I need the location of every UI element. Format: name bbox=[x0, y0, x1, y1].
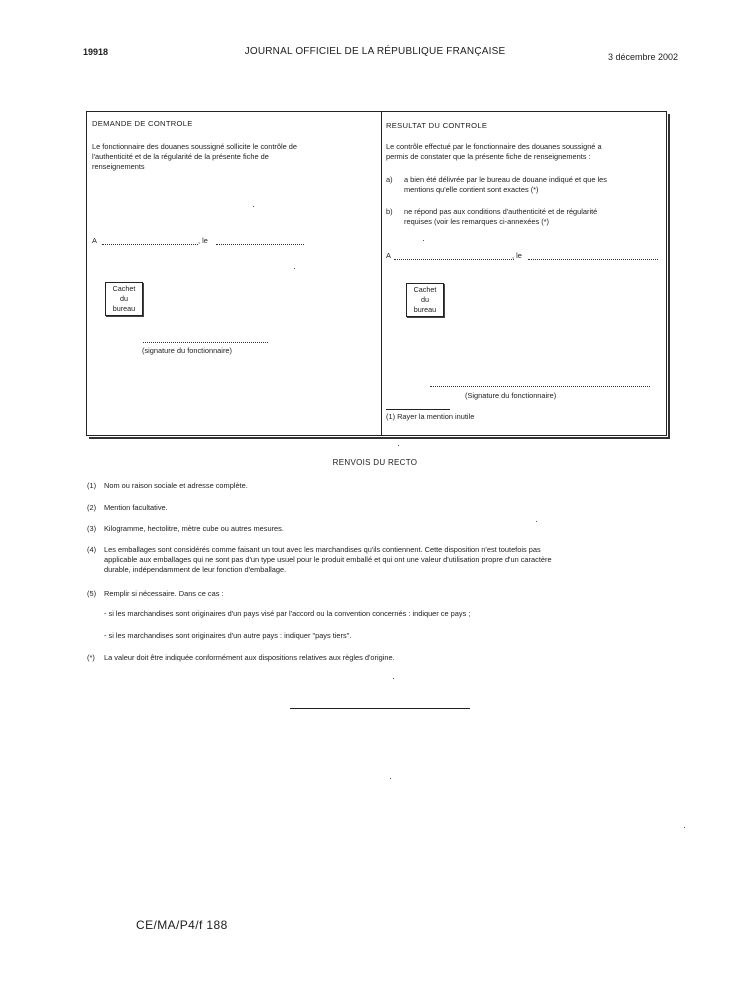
result-paragraph-line: permis de constater que la présente fiche de renseignements : bbox=[386, 152, 591, 161]
note-line: applicable aux emballages qui ne sont pas d'un type usuel pour le produit emballé et qui ont une valeur d'utilisation propre d'un caractère bbox=[104, 555, 552, 564]
result-date-prefix: , le bbox=[512, 251, 522, 260]
note-line: Nom ou raison sociale et adresse complète. bbox=[104, 481, 248, 490]
section-separator bbox=[290, 708, 470, 709]
result-paragraph bbox=[386, 142, 662, 162]
request-place-field[interactable] bbox=[102, 244, 198, 245]
request-paragraph-line: renseignements bbox=[92, 162, 145, 171]
request-signature-label: (signature du fonctionnaire) bbox=[142, 346, 232, 355]
stamp-line: bureau bbox=[112, 304, 136, 313]
note-line: Remplir si nécessaire. Dans ce cas : bbox=[104, 589, 224, 598]
scan-speck bbox=[253, 206, 254, 207]
option-a-marker: a) bbox=[386, 175, 393, 184]
note-marker: (3) bbox=[87, 524, 97, 533]
note-line: - si les marchandises sont originaires d'un autre pays : indiquer "pays tiers". bbox=[104, 631, 352, 640]
option-b-line: ne répond pas aux conditions d'authenticité et de régularité bbox=[404, 207, 598, 216]
option-b-line: requises (voir les remarques ci-annexées (*) bbox=[404, 217, 549, 226]
result-signature-line[interactable] bbox=[430, 386, 650, 387]
request-paragraph bbox=[92, 142, 378, 172]
option-a-line: a bien été délivrée par le bureau de douane indiqué et que les bbox=[404, 175, 607, 184]
note-marker: (2) bbox=[87, 503, 97, 512]
notes-title: RENVOIS DU RECTO bbox=[332, 458, 418, 467]
result-signature-label: (Signature du fonctionnaire) bbox=[465, 391, 557, 400]
document-reference-code: CE/MA/P4/f 188 bbox=[136, 918, 228, 932]
option-a-line: mentions qu'elle contient sont exactes (*) bbox=[404, 185, 539, 194]
result-office-stamp bbox=[406, 283, 444, 317]
option-a-text bbox=[404, 175, 664, 195]
stamp-line: du bbox=[120, 294, 128, 303]
note-marker: (5) bbox=[87, 589, 97, 598]
result-heading: RESULTAT DU CONTROLE bbox=[386, 121, 488, 130]
scan-speck bbox=[536, 521, 537, 522]
request-heading: DEMANDE DE CONTROLE bbox=[92, 119, 193, 128]
note-marker: (1) bbox=[87, 481, 97, 490]
note-line: - si les marchandises sont originaires d'un pays visé par l'accord ou la convention concernés : indiquer ce pays ; bbox=[104, 609, 471, 618]
scan-speck bbox=[684, 827, 685, 828]
note-line: La valeur doit être indiquée conformément aux dispositions relatives aux règles d'origine. bbox=[104, 653, 395, 662]
request-office-stamp bbox=[105, 282, 143, 316]
request-paragraph-line: l'authenticité et de la régularité de la présente fiche de bbox=[92, 152, 269, 161]
result-place-field[interactable] bbox=[394, 259, 514, 260]
publication-date: 3 décembre 2002 bbox=[607, 52, 678, 62]
scan-speck bbox=[398, 445, 399, 446]
note-marker: (4) bbox=[87, 545, 97, 554]
note-line: Les emballages sont considérés comme faisant un tout avec les marchandises qu'ils contiennent. Cette disposition n'est toutefois pas bbox=[104, 545, 541, 554]
option-b-text bbox=[404, 207, 664, 227]
stamp-line: Cachet bbox=[112, 284, 136, 293]
stamp-line: du bbox=[421, 295, 429, 304]
page-number: 19918 bbox=[83, 47, 109, 57]
note-marker: (*) bbox=[87, 653, 95, 662]
journal-title: JOURNAL OFFICIEL DE LA RÉPUBLIQUE FRANÇAISE bbox=[244, 46, 506, 57]
request-date-prefix: , le bbox=[198, 236, 208, 245]
request-paragraph-line: Le fonctionnaire des douanes soussigné sollicite le contrôle de bbox=[92, 142, 298, 151]
footnote-rule bbox=[386, 409, 450, 410]
scan-speck bbox=[393, 678, 394, 679]
scan-speck bbox=[294, 268, 295, 269]
stamp-line: Cachet bbox=[413, 285, 437, 294]
stamp-line: bureau bbox=[413, 305, 437, 314]
option-b-marker: b) bbox=[386, 207, 393, 216]
request-place-prefix: A bbox=[92, 236, 97, 245]
note-line: Kilogramme, hectolitre, mètre cube ou autres mesures. bbox=[104, 524, 284, 533]
note-line: durable, indépendamment de leur fonction d'emballage. bbox=[104, 565, 287, 574]
scan-speck bbox=[390, 778, 391, 779]
request-date-field[interactable] bbox=[216, 244, 304, 245]
result-footnote: (1) Rayer la mention inutile bbox=[386, 412, 475, 421]
form-column-divider bbox=[381, 111, 382, 436]
scan-speck bbox=[423, 240, 424, 241]
request-signature-line[interactable] bbox=[143, 342, 268, 343]
note-paragraph bbox=[104, 545, 684, 575]
note-line: Mention facultative. bbox=[104, 503, 168, 512]
result-place-prefix: A bbox=[386, 251, 391, 260]
result-paragraph-line: Le contrôle effectué par le fonctionnaire des douanes soussigné a bbox=[386, 142, 602, 151]
result-date-field[interactable] bbox=[528, 259, 658, 260]
